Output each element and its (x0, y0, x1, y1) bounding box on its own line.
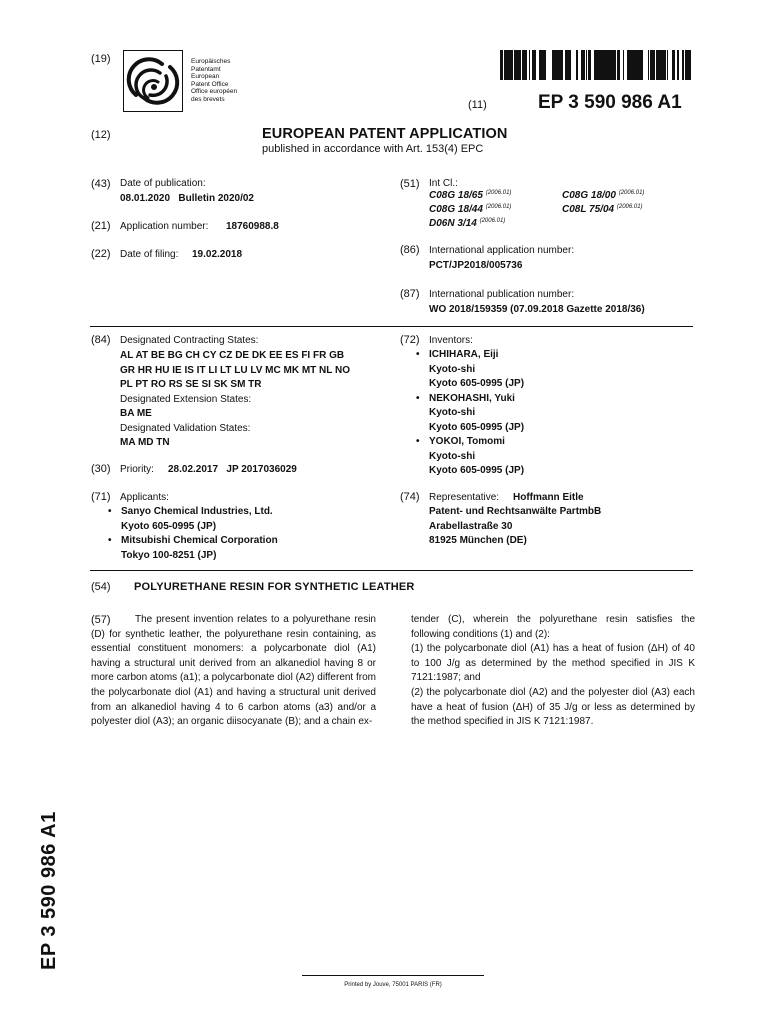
inid-11: (11) (468, 99, 487, 111)
barcode-bar (544, 50, 546, 80)
extension-label: Designated Extension States: (120, 393, 252, 405)
barcode-bar (588, 50, 589, 80)
inid-72: (72) (400, 334, 420, 346)
applicant-name: • Sanyo Chemical Industries, Ltd. (121, 506, 273, 517)
barcode-bar (653, 50, 654, 80)
barcode-bar (518, 50, 521, 80)
barcode-bar (650, 50, 652, 80)
barcode (500, 50, 692, 80)
inid-12: (12) (91, 129, 111, 141)
validation-label: Designated Validation States: (120, 422, 251, 434)
inid-57: (57) (91, 614, 111, 626)
filing-date-value: 19.02.2018 (192, 249, 243, 260)
barcode-bar (627, 50, 629, 80)
inid-43: (43) (91, 178, 111, 190)
inventor-city: Kyoto-shi (429, 407, 476, 418)
barcode-bar (561, 50, 563, 80)
barcode-bar (602, 50, 603, 80)
barcode-bar (501, 50, 502, 80)
spine-publication-number: EP 3 590 986 A1 (38, 811, 60, 970)
epo-logo (123, 50, 183, 112)
barcode-bar (613, 50, 616, 80)
inid-19: (19) (91, 53, 111, 65)
barcode-bar (556, 50, 559, 80)
priority-label: Priority: (120, 464, 154, 475)
designated-states (120, 349, 390, 451)
barcode-bar (516, 50, 518, 80)
office-name-line: Europäisches (191, 58, 231, 65)
intl-app-label: International application number: (429, 245, 575, 256)
abstract-paragraph: (1) the polycarbonate diol (A1) has a heat of fusion (ΔH) of 40 to 100 J/g as determined by the method specified in JIS K 7121:1987; and (411, 643, 695, 684)
barcode-bar (638, 50, 640, 80)
barcode-bar (540, 50, 541, 80)
divider-bottom (90, 570, 693, 571)
barcode-bar (648, 50, 649, 80)
states-line: PL PT RO RS SE SI SK SM TR (120, 379, 262, 390)
barcode-bar (636, 50, 638, 80)
abstract-paragraph: The present invention relates to a polyurethane resin (D) for synthetic leather, the polyurethane resin containing, as essential constituent monomers: a polycarbonate diol (A1) having a structural unit derived from an alkanediol having 8 or more carbon atoms (a1); a polycarbonate diol (A2) different from the polycarbonate diol (A1) and having a structural unit derived from an alkanediol having 4 to 6 carbon atoms (a3) and/or a polyester diol (A3); an organic diisocyanate (B); and a chain ex- (91, 614, 376, 728)
ipc-version: (2006.01) (616, 204, 643, 210)
intl-app-value: PCT/JP2018/005736 (429, 260, 523, 271)
app-number-value: 18760988.8 (226, 221, 279, 232)
ipc-version: (2006.01) (479, 218, 506, 224)
ipc-version: (2006.01) (485, 204, 512, 210)
barcode-bar (539, 50, 540, 80)
barcode-bar (652, 50, 653, 80)
barcode-bar (522, 50, 523, 80)
barcode-bar (532, 50, 534, 80)
inventor-item (416, 392, 676, 436)
inid-30: (30) (91, 463, 111, 475)
inventor-item (416, 348, 676, 392)
barcode-bar (600, 50, 601, 80)
applicant-item (108, 505, 368, 534)
publication-number: EP 3 590 986 A1 (538, 92, 682, 113)
applicant-item (108, 534, 368, 563)
barcode-bar (597, 50, 598, 80)
ipc-code (429, 217, 505, 231)
barcode-bar (689, 50, 691, 80)
footer-divider (302, 975, 484, 976)
barcode-bar (586, 50, 587, 80)
inid-71: (71) (91, 491, 111, 503)
barcode-bar (657, 50, 659, 80)
barcode-bar (523, 50, 525, 80)
barcode-bar (678, 50, 679, 80)
ipc-code (562, 189, 644, 203)
ipc-code (429, 203, 511, 217)
barcode-bar (606, 50, 607, 80)
office-name-line: Patent Office (191, 80, 229, 88)
barcode-bar (510, 50, 512, 80)
inventors-label: Inventors: (429, 335, 473, 346)
inid-21: (21) (91, 220, 111, 232)
intl-pub-label: International publication number: (429, 289, 575, 300)
representative-line: 81925 München (DE) (429, 535, 527, 546)
barcode-bar (656, 50, 657, 80)
barcode-bar (589, 50, 590, 80)
office-name-line: des brevets (191, 95, 225, 103)
barcode-bar (659, 50, 660, 80)
inventor-name: • ICHIHARA, Eiji (429, 349, 499, 360)
barcode-bar (565, 50, 567, 80)
inventor-name: • YOKOI, Tomomi (429, 436, 505, 447)
barcode-bar (534, 50, 535, 80)
divider-top (90, 326, 693, 327)
barcode-bar (629, 50, 632, 80)
barcode-bar (674, 50, 675, 80)
barcode-bar (617, 50, 620, 80)
representative-address (429, 505, 601, 549)
document-type: EUROPEAN PATENT APPLICATION (262, 126, 508, 142)
inid-22: (22) (91, 248, 111, 260)
app-number-label: Application number: (120, 221, 209, 232)
representative-label: Representative: (429, 492, 500, 503)
barcode-bar (654, 50, 655, 80)
barcode-bar (500, 50, 501, 80)
barcode-bar (610, 50, 613, 80)
office-name-line: Patentamt (191, 65, 221, 73)
representative-line: Arabellastraße 30 (429, 520, 513, 532)
ipc-version: (2006.01) (485, 190, 512, 196)
barcode-bar (598, 50, 600, 80)
applicant-address: Tokyo 100-8251 (JP) (121, 549, 217, 561)
barcode-bar (682, 50, 684, 80)
ipc-code-text: C08G 18/65 (429, 190, 483, 201)
barcode-bar (541, 50, 543, 80)
inventor-address: Kyoto 605-0995 (JP) (429, 465, 525, 476)
barcode-bar (661, 50, 664, 80)
barcode-bar (512, 50, 513, 80)
inventor-city: Kyoto-shi (429, 450, 476, 462)
ipc-version: (2006.01) (618, 190, 645, 196)
intl-pub-value: WO 2018/159359 (07.09.2018 Gazette 2018/36) (429, 304, 645, 315)
barcode-bar (535, 50, 536, 80)
barcode-bar (590, 50, 591, 80)
barcode-bar (594, 50, 597, 80)
barcode-bar (582, 50, 583, 80)
applicant-name: • Mitsubishi Chemical Corporation (121, 535, 278, 546)
barcode-bar (677, 50, 678, 80)
epo-logo-icon (124, 51, 182, 111)
barcode-bar (559, 50, 561, 80)
barcode-bar (603, 50, 606, 80)
barcode-bar (514, 50, 516, 80)
ipc-code-text: C08G 18/44 (429, 204, 483, 215)
inid-54: (54) (91, 581, 111, 593)
abstract-left-column (91, 613, 376, 730)
inventor-address: Kyoto 605-0995 (JP) (429, 421, 525, 433)
validation-value: MA MD TN (120, 437, 170, 448)
barcode-bar (601, 50, 602, 80)
invention-title: POLYURETHANE RESIN FOR SYNTHETIC LEATHER (134, 581, 415, 593)
applicants-label: Applicants: (120, 492, 169, 503)
designated-label: Designated Contracting States: (120, 335, 259, 346)
barcode-bar (552, 50, 554, 80)
representative-line: Patent- und Rechtsanwälte PartmbB (429, 506, 602, 517)
barcode-bar (607, 50, 610, 80)
barcode-bar (502, 50, 503, 80)
barcode-bar (642, 50, 643, 80)
office-name-line: European (191, 73, 220, 80)
inid-86: (86) (400, 244, 420, 256)
priority-value: 28.02.2017 JP 2017036029 (168, 464, 297, 475)
barcode-bar (633, 50, 636, 80)
applicant-address: Kyoto 605-0995 (JP) (121, 520, 217, 532)
barcode-bar (667, 50, 668, 80)
barcode-bar (632, 50, 633, 80)
barcode-bar (577, 50, 578, 80)
int-cl-label: Int Cl.: (429, 178, 458, 189)
applicants-list (108, 505, 368, 563)
barcode-bar (570, 50, 571, 80)
barcode-bar (581, 50, 582, 80)
inid-84: (84) (91, 334, 111, 346)
inventor-item (416, 435, 676, 479)
barcode-bar (623, 50, 624, 80)
pub-date-value: 08.01.2020 Bulletin 2020/02 (120, 193, 254, 204)
ipc-code (429, 189, 511, 203)
inventor-address: Kyoto 605-0995 (JP) (429, 378, 525, 389)
filing-date-label: Date of filing: (120, 249, 179, 260)
inid-51: (51) (400, 178, 420, 190)
barcode-bar (685, 50, 688, 80)
states-line: GR HR HU IE IS IT LI LT LU LV MC MK MT NL NO (120, 364, 350, 376)
printer-footer: Printed by Jouve, 75001 PARIS (FR) (344, 982, 442, 988)
barcode-bar (529, 50, 530, 80)
pub-date-label: Date of publication: (120, 178, 206, 189)
inventor-city: Kyoto-shi (429, 363, 476, 375)
barcode-bar (525, 50, 527, 80)
barcode-bar (576, 50, 577, 80)
barcode-bar (543, 50, 544, 80)
office-name-line: Office européen (191, 88, 238, 95)
barcode-bar (555, 50, 556, 80)
abstract-paragraph: tender (C), wherein the polyurethane resin satisfies the following conditions (1) and (2): (411, 614, 695, 640)
representative-line: Hoffmann Eitle (513, 492, 584, 503)
office-names (191, 58, 261, 103)
barcode-bar (506, 50, 509, 80)
barcode-bar (504, 50, 506, 80)
barcode-bar (583, 50, 584, 80)
barcode-bar (672, 50, 674, 80)
abstract-paragraph: (2) the polycarbonate diol (A2) and the polyester diol (A3) each have a heat of fusion (ΔH) of 35 J/g or less as determined by the method specified in JIS K 7121:1987. (411, 686, 695, 728)
ipc-code-text: C08G 18/00 (562, 190, 616, 201)
barcode-bar (584, 50, 585, 80)
abstract-right-column (411, 613, 695, 730)
barcode-bar (640, 50, 642, 80)
ipc-code-text: C08L 75/04 (562, 204, 615, 215)
barcode-bar (688, 50, 689, 80)
barcode-bar (567, 50, 570, 80)
inid-87: (87) (400, 288, 420, 300)
document-subtitle: published in accordance with Art. 153(4) EPC (262, 143, 484, 155)
ipc-code-text: D06N 3/14 (429, 218, 477, 229)
barcode-bar (509, 50, 510, 80)
inventors-list (416, 348, 676, 479)
barcode-bar (660, 50, 661, 80)
ipc-code (562, 203, 643, 217)
inid-74: (74) (400, 491, 420, 503)
states-line: AL AT BE BG CH CY CZ DE DK EE ES FI FR GB (120, 350, 345, 361)
barcode-bar (554, 50, 555, 80)
inventor-name: • NEKOHASHI, Yuki (429, 392, 515, 404)
barcode-bar (664, 50, 666, 80)
extension-value: BA ME (120, 408, 152, 419)
